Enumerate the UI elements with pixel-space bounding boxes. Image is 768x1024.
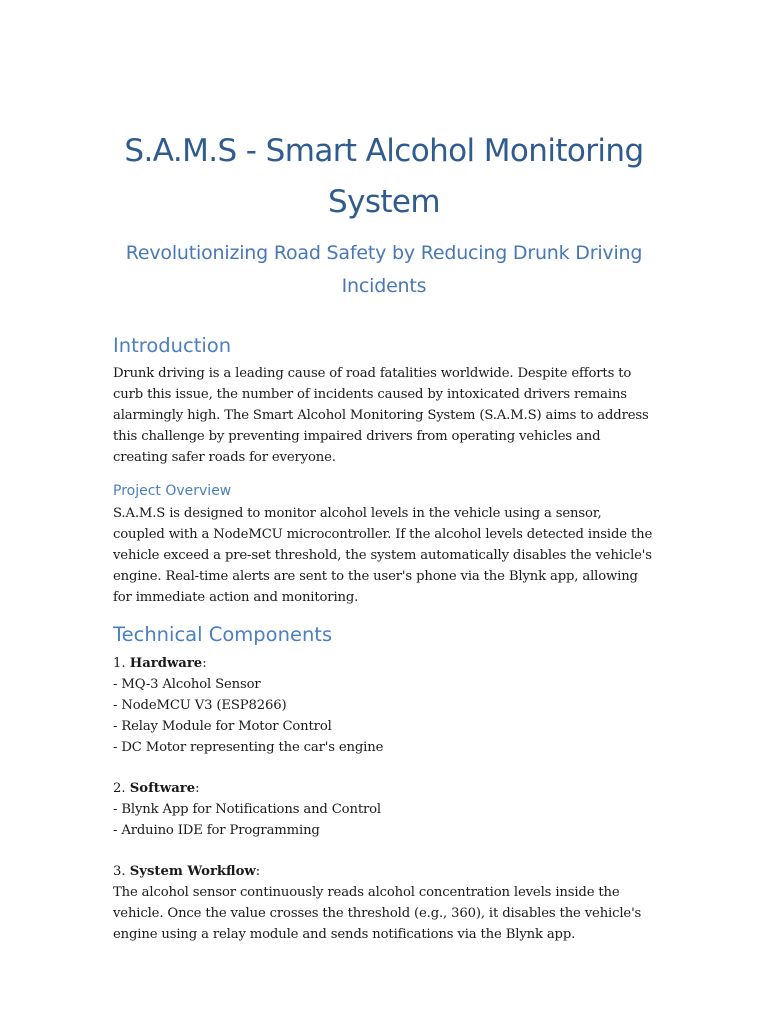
document-content bbox=[113, 126, 655, 945]
hardware-item: - MQ-3 Alcohol Sensor bbox=[113, 677, 261, 692]
introduction-heading: Introduction bbox=[113, 334, 232, 357]
software-item: - Blynk App for Notifications and Control bbox=[113, 802, 381, 817]
hardware-heading: 1. Hardware: bbox=[113, 656, 207, 671]
software-heading: 2. Software: bbox=[113, 781, 200, 796]
project-overview-paragraph: S.A.M.S is designed to monitor alcohol levels in the vehicle using a sensor, coupled with a NodeMCU microcontroller. If the alcohol levels detected inside the vehicle exceed a pre-set threshold, the system automatically disables the vehicle's engine. Real-time alerts are sent to the user's phone via the Blynk app, allowing for immediate action and monitoring. bbox=[113, 506, 653, 605]
software-item: - Arduino IDE for Programming bbox=[113, 823, 320, 838]
document-subtitle: Revolutionizing Road Safety by Reducing Drunk Driving Incidents bbox=[125, 242, 643, 297]
hardware-item: - NodeMCU V3 (ESP8266) bbox=[113, 698, 287, 713]
hardware-label: Hardware bbox=[129, 656, 203, 671]
workflow-label: System Workflow bbox=[129, 864, 256, 879]
workflow-paragraph: The alcohol sensor continuously reads alcohol concentration levels inside the vehicle. Once the value crosses the threshold (e.g., 360), it disables the vehicle's engine using a relay module and sends notifications via the Blynk app. bbox=[113, 885, 642, 942]
workflow-heading: 3. System Workflow: bbox=[113, 864, 261, 879]
introduction-paragraph: Drunk driving is a leading cause of road fatalities worldwide. Despite efforts to curb this issue, the number of incidents caused by intoxicated drivers remains alarmingly high. The Smart Alcohol Monitoring System (S.A.M.S) aims to address this challenge by preventing impaired drivers from operating vehicles and creating safer roads for everyone. bbox=[113, 366, 649, 465]
technical-components-heading: Technical Components bbox=[113, 623, 333, 646]
workflow-number: 3 bbox=[113, 864, 122, 879]
software-number: 2 bbox=[113, 781, 122, 796]
hardware-item: - Relay Module for Motor Control bbox=[113, 719, 332, 734]
hardware-number: 1 bbox=[113, 656, 122, 671]
project-overview-heading: Project Overview bbox=[113, 483, 232, 499]
hardware-item: - DC Motor representing the car's engine bbox=[113, 740, 384, 755]
document-title: S.A.M.S - Smart Alcohol Monitoring System bbox=[124, 133, 644, 220]
software-label: Software bbox=[129, 781, 196, 796]
